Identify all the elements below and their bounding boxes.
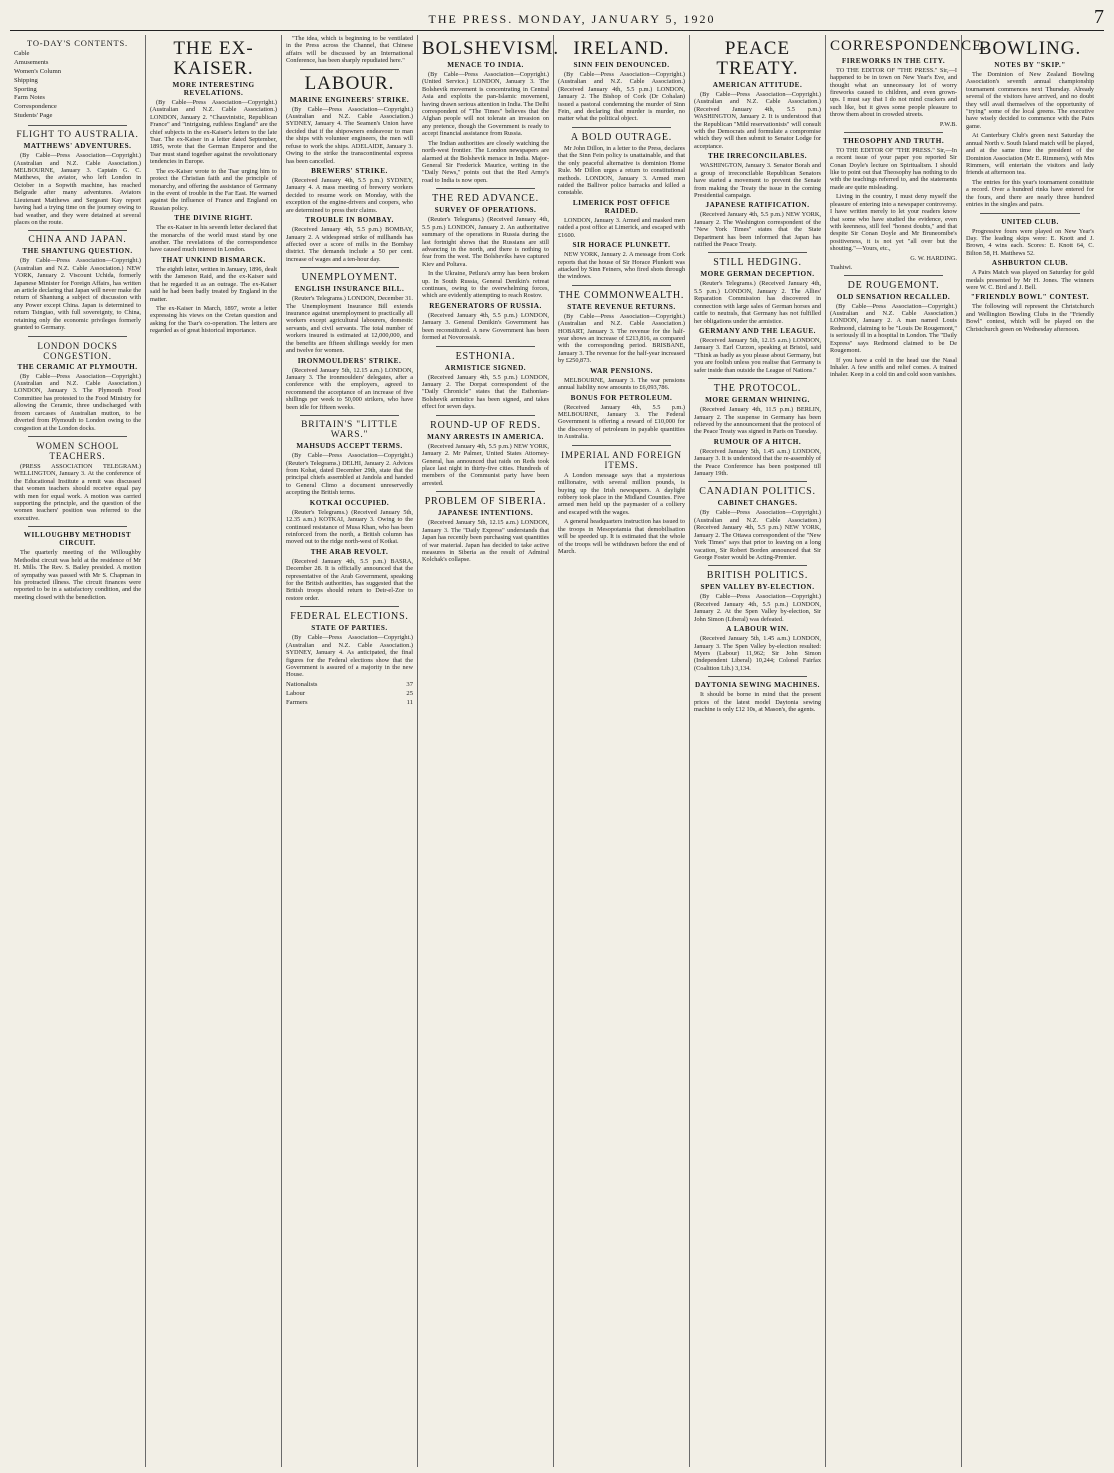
canadian-article: (By Cable—Press Association—Copyright.) (Australian and N.Z. Cable Association.) (Received January 4th, 5.5 p.m.) NEW YORK, January 2. The Ottawa correspondent of the "New York Times" says that prior to leaving on a long vacation, Sir Robert Borden announced that Sir George Foster would be Acting-Premier.: [694, 509, 821, 562]
skip-subheading: NOTES BY "SKIP.": [994, 60, 1066, 69]
rumour-subheading: RUMOUR OF A HITCH.: [713, 437, 802, 446]
arab-article: (Received January 4th, 5.5 p.m.) BASRA, December 28. It is officially announced that the representative of the Arab Government, speaking for the British authorities, has suggested that the British troops should return to Deir-el-Zor to restore order.: [286, 557, 413, 602]
unemployment-article: (Reuter's Telegrams.) LONDON, December 31. The Unemployment Insurance Bill extends insurance against unemployment to practically all workers except agricultural labourers, domestic servants, and civil servants. The total number of workers insured is estimated at 12,000,000, and the benefits are fifteen shillings weekly for men and twelve for women.: [286, 295, 413, 355]
ashburton-subheading: ASHBURTON CLUB.: [991, 259, 1069, 268]
marine-article: (By Cable—Press Association—Copyright.) (Australian and N.Z. Cable Association.) SYDNEY, January 4. The Seamen's Union have decided that if the shipowners endeavour to man the ships with volunteer engineers, the men will refuse to work the ships. ADELAIDE, January 3. Owing to the strike the transcontinental express has been cancelled.: [286, 105, 413, 165]
party-row: Nationalists 37: [286, 680, 413, 688]
federal-heading: FEDERAL ELECTIONS.: [290, 611, 409, 623]
column-1: [10, 35, 146, 1467]
masthead-title: THE PRESS. MONDAY, JANUARY 5, 1920: [428, 12, 716, 26]
canadian-heading: CANADIAN POLITICS.: [699, 486, 816, 498]
divider: [708, 676, 807, 677]
rougemont-heading: DE ROUGEMONT.: [847, 279, 940, 291]
sensation-subheading: OLD SENSATION RECALLED.: [836, 292, 951, 301]
kotkai-subheading: KOTKAI OCCUPIED.: [309, 498, 390, 507]
exkaiser-heading: THE EX-KAISER.: [173, 38, 254, 79]
columns: [10, 35, 1104, 1467]
divider: [572, 127, 671, 128]
labour-win-subheading: A LABOUR WIN.: [726, 625, 789, 634]
irreconcilables-subheading: THE IRRECONCILABLES.: [707, 152, 808, 161]
ashburton-article: A Pairs Match was played on Saturday for gold medals presented by Mr H. Jones. The winners were W. C. Bird and J. Bell.: [966, 269, 1094, 292]
plunkett-article: NEW YORK, January 2. A message from Cork reports that the house of Sir Horace Plunkett was attacked by Sinn Feiners, who fired shots through the windows.: [558, 251, 685, 281]
china-continued: "The idea, which is beginning to be ventilated in the Press across the Channel, that Chinese affairs will be discussed by an International Conference, has been sharply repudiated here.": [286, 35, 413, 65]
federal-article: (By Cable—Press Association—Copyright.) (Australian and N.Z. Cable Association.) SYDNEY, January 4. As anticipated, the final figures for the Federal elections show that the Government is assured of a majority in the new House.: [286, 634, 413, 679]
american-subheading: AMERICAN ATTITUDE.: [712, 80, 803, 89]
spen-subheading: SPEN VALLEY BY-ELECTION.: [700, 583, 815, 592]
column-2: [146, 35, 282, 1467]
esthonia-heading: ESTHONIA.: [455, 350, 516, 362]
india-subheading: MENACE TO INDIA.: [447, 60, 524, 69]
divider: [708, 565, 807, 566]
marine-subheading: MARINE ENGINEERS' STRIKE.: [289, 95, 410, 104]
masthead: [10, 6, 1104, 31]
exkaiser-subheading: MORE INTERESTING REVELATIONS.: [172, 80, 255, 97]
ratification-article: (Received January 4th, 5.5 p.m.) NEW YORK, January 2. The Washington correspondent of the "New York Times" states that the State Department has been informed that Japan has ratified the Peace Treaty.: [694, 211, 821, 249]
bolshevism-heading: BOLSHEVISM.: [422, 38, 560, 59]
ironmoulders-subheading: IRONMOULDERS' STRIKE.: [297, 356, 402, 365]
british-politics-heading: BRITISH POLITICS.: [706, 570, 809, 582]
column-3: [282, 35, 418, 1467]
hedging-heading: STILL HEDGING.: [713, 257, 802, 269]
divider: [844, 132, 943, 133]
column-4: [418, 35, 560, 1467]
divider: [708, 252, 807, 253]
little-wars-heading: BRITAIN'S "LITTLE WARS.": [301, 420, 398, 441]
docks-heading: LONDON DOCKS CONGESTION.: [37, 340, 118, 361]
women-article: (PRESS ASSOCIATION TELEGRAM.) WELLINGTON, January 3. At the conference of the Educational Institute a remit was discussed that women teachers should receive equal pay with men for equal work. A motion was carried supporting the principle, and the question of the women teachers' position was referred to the executive.: [14, 462, 141, 522]
divider: [572, 285, 671, 286]
bombay-subheading: TROUBLE IN BOMBAY.: [305, 216, 394, 225]
limerick-article: LONDON, January 3. Armed and masked men raided a post office at Limerick, and escaped with £1600.: [558, 216, 685, 239]
daytonia-ad: It should be borne in mind that the present prices of the latest model Daytonia sewing machine is only £12 10s, at Mason's, the agents.: [694, 691, 821, 714]
hedging-article: (Reuter's Telegrams.) (Received January 4th, 5.5 p.m.) LONDON, January 2. The Allies' Reparation Commission has discovered in connection with large sales of German horses and cattle to neutrals, that Germany has not fulfilled her obligations under the armistice.: [694, 280, 821, 325]
peace-treaty-heading: PEACE TREATY.: [716, 38, 799, 79]
commonwealth-heading: THE COMMONWEALTH.: [558, 289, 685, 301]
column-7: [826, 35, 988, 1467]
united-subheading: UNITED CLUB.: [1001, 217, 1059, 226]
toc-row: Cable: [14, 50, 30, 57]
bismarck-subheading: THAT UNKIND BISMARCK.: [161, 255, 266, 264]
china-article: (By Cable—Press Association—Copyright.) (Australian and N.Z. Cable Association.) NEW YORK, January 2. Viscount Uchida, formerly Japanese Minister for Foreign Affairs, has written an article declaring that Japan will never make the return of Shantung a subject of discussion with any Power except China. Japan is determined to return Tsingtao, with full sovereignty, to China, retaining only the economic privileges formerly granted to Germany.: [14, 257, 141, 332]
mahsuds-article: (By Cable—Press Association—Copyright.) (Reuter's Telegrams.) DELHI, January 2. Advices from Kohat, dated December 29th, state that the principal chiefs assembled at Jandola and handed to General Climo a document unreservedly accepting the British terms.: [286, 452, 413, 497]
friendly-bowl-subheading: "FRIENDLY BOWL" CONTEST.: [970, 293, 1090, 302]
whining-subheading: MORE GERMAN WHINING.: [705, 396, 810, 405]
brewers-subheading: BREWERS' STRIKE.: [311, 167, 388, 175]
divider: [300, 606, 399, 607]
divider: [436, 188, 535, 189]
red-advance-heading: THE RED ADVANCE.: [432, 193, 539, 205]
page-number: 7: [1094, 6, 1104, 28]
flight-article: (By Cable—Press Association—Copyright.) (Australian and N.Z. Cable Association.) MELBOURNE, January 3. Captain G. C. Matthews, the aviator, who left London in October in a Sopwith machine, has reached Belgrade after many adventures. Aviators Lieutenant Matthews and Sergeant Kay report having had a trying time on the journey owing to bad weather, and they were detained at several places on the route.: [14, 152, 141, 226]
methodist-heading: WILLOUGHBY METHODIST CIRCUIT.: [23, 531, 132, 548]
toc-row: Sporting: [14, 85, 37, 93]
treaty-article: (By Cable—Press Association—Copyright.) (Australian and N.Z. Cable Association.) (Received January 4th, 5.5 p.m.) WASHINGTON, January 2. It is understood that the Republican "Mild reservationists" will consult with the Democrats and formulate a compromise which they will then submit to Senator Lodge for acceptance.: [694, 90, 821, 150]
labour-heading: LABOUR.: [304, 72, 395, 94]
japanese-subheading: JAPANESE INTENTIONS.: [437, 509, 534, 518]
china-subheading: THE SHANTUNG QUESTION.: [22, 247, 133, 256]
esthonia-article: (Received January 4th, 5.5 p.m.) LONDON, January 2. The Dorpat correspondent of the "Daily Chronicle" states that the Esthonian-Bolshevik armistice has been signed, and takes effect for seven days.: [422, 373, 549, 411]
toc-row: Shipping: [14, 76, 38, 84]
exkaiser-article-2: The ex-Kaiser wrote to the Tsar urging him to protect the Christian faith and the principle of monarchy, and offering the assistance of Germany in the event of trouble in the Far East. He warned against the influence of France and England on Russian policy.: [150, 167, 277, 212]
commonwealth-article: (By Cable—Press Association—Copyright.) (Australian and N.Z. Cable Association.) HOBART, January 3. The revenue for the half-year shows an increase of £213,816, as compared with the corresponding period. BRISBANE, January 3. The revenue for the half-year increased by £250,873.: [558, 312, 685, 365]
fireworks-subheading: FIREWORKS IN THE CITY.: [841, 56, 946, 65]
exkaiser-article-3: The ex-Kaiser in his seventh letter declared that the monarchs of the world must stand by one another. The revelations of the correspondence have caused much interest in London.: [150, 224, 277, 254]
insurance-subheading: ENGLISH INSURANCE BILL.: [294, 285, 405, 294]
toc-row: Students' Page: [14, 112, 53, 120]
protocol-heading: THE PROTOCOL.: [713, 383, 802, 395]
women-heading: WOMEN SCHOOL TEACHERS.: [36, 440, 119, 461]
divider: [980, 213, 1080, 214]
theosophy-letter: TO THE EDITOR OF "THE PRESS." Sir,—In a recent issue of your paper you reported Sir Conan Doyle's lecture on Spiritualism. I should like to point out that Theosophy has nothing to do with the teachings referred to, and the statements made are quite misleading.: [830, 146, 957, 191]
fireworks-letter: TO THE EDITOR OF "THE PRESS." Sir,—I happened to be in town on New Year's Eve, and thought what an unnecessary lot of worry fireworks caused to children, and even grown-ups. I must say that I do not mind crackers and such like, but it gives some people pleasure to throw them about in crowded streets.: [830, 66, 957, 119]
arrests-subheading: MANY ARRESTS IN AMERICA.: [427, 432, 544, 441]
arab-subheading: THE ARAB REVOLT.: [310, 547, 389, 556]
methodist-article: The quarterly meeting of the Willoughby Methodist circuit was held at the residence of Mr H. Mills. The Rev. S. Bailey presided. A motion of sympathy was passed with Mr S. Chapman in his protracted illness. The circuit finances were reported to be in a satisfactory condition, and the meeting closed with the benediction.: [14, 549, 141, 601]
bowling-article-2: At Canterbury Club's green next Saturday the annual North v. South Island match will be played, and at the same time the president of the Dominion Association (Mr E. Rimmers), with Mrs Rimmers, will entertain the visitors and lady friends at afternoon tea.: [966, 132, 1094, 177]
divider: [28, 336, 127, 337]
toc-row: Farm Notes: [14, 94, 45, 102]
rougemont-article: (By Cable—Press Association—Copyright.) (Australian and N.Z. Cable Association.) LONDON, January 2. A man named Louis Redmond, claiming to be "Louis De Rougemont," is seriously ill in a hospital in London. The "Daily Express" says Redmond claimed to be De Rougemont.: [830, 302, 957, 355]
divider: [708, 481, 807, 482]
reds-heading: ROUND-UP OF REDS.: [430, 419, 541, 431]
divider: [436, 415, 535, 416]
bowling-article-3: The entries for this year's tournament constitute a record. Over a hundred rinks have entered for the fours, and there are nearly three hundred entries in the singles and pairs.: [966, 178, 1094, 209]
parties-subheading: STATE OF PARTIES.: [311, 624, 388, 633]
divider: [572, 445, 671, 446]
cabinet-subheading: CABINET CHANGES.: [717, 499, 798, 508]
divider: [28, 526, 127, 527]
ireland-article: (By Cable—Press Association—Copyright.) (Australian and N.Z. Cable Association.) (Received January 4th, 5.5 p.m.) LONDON, January 2. The Bishop of Cork (Dr Cohalan) issued a pastoral condemning the murder of Sinn Fein, and declaring that murder is murder, no matter what the political object.: [558, 70, 685, 123]
siberia-article: (Received January 5th, 12.15 a.m.) LONDON, January 3. The "Daily Express" understands that Japan has recently been purchasing vast quantities of war material. Japan has decided to take active measures in Siberia as the result of Admiral Kolchak's collapse.: [422, 519, 549, 564]
spen-article: (By Cable—Press Association—Copyright.) (Received January 4th, 5.5 p.m.) LONDON, January 2. At the Spen Valley by-election, Sir John Simon (Liberal) was defeated.: [694, 593, 821, 623]
pensions-subheading: WAR PENSIONS.: [590, 366, 653, 375]
rumour-article: (Received January 5th, 1.45 a.m.) LONDON, January 3. It is understood that the re-assembly of the Peace Conference has been postponed till January 19th.: [694, 447, 821, 478]
ironmoulders-article: (Received January 5th, 12.15 a.m.) LONDON, January 3. The ironmoulders' delegates, after a conference with the employers, agreed to recommend the acceptance of an increase of five shillings per week to 50,000 strikers, who have been idle for fifteen weeks.: [286, 366, 413, 411]
reds-article: (Received January 4th, 5.5 p.m.) NEW YORK, January 2. Mr Palmer, United States Attorney-General, has announced that raids on Reds took place last night in thirty-five cities. Hundreds of members of the Communist party have been arrested.: [422, 442, 549, 487]
revenue-subheading: STATE REVENUE RETURNS.: [567, 302, 676, 311]
petroleum-article: (Received January 4th, 5.5 p.m.) MELBOURNE, January 3. The Federal Government is offering a reward of £10,000 for the discovery of petroleum in payable quantities in Australia.: [558, 403, 685, 441]
exkaiser-article-5: The ex-Kaiser in March, 1897, wrote a letter expressing his views on the Cretan question and asking for the Tsar's co-operation. The letters are regarded as of great historical importance.: [150, 305, 277, 335]
outrage-article: Mr John Dillon, in a letter to the Press, declares that the Sinn Fein policy is unattainable, and that the only peaceful alternative is dominion Home Rule. Mr Dillon urges a return to constitutional methods. LONDON, January 3. Armed men raided the Ballivor police barracks and killed a constable.: [558, 144, 685, 197]
inhaler-ad: If you have a cold in the head use the Nasal Inhaler. A few sniffs and relief comes. A trained inhaler. Keep in a cold tin and cold soon vanishes.: [830, 356, 957, 379]
toc-list: [14, 50, 141, 121]
divider: [300, 267, 399, 268]
ireland-heading: IRELAND.: [573, 38, 670, 59]
red-advance-article: (Reuter's Telegrams.) (Received January 4th, 5.5 p.m.) LONDON, January 2. An authoritative summary of the operations in Russia during the last fortnight shows that the Russians are still advancing in the north, and there is nothing to fear from the west. The Bolsheviks have captured Kiev and Poltava.: [422, 216, 549, 268]
league-subheading: GERMANY AND THE LEAGUE.: [699, 327, 816, 335]
exkaiser-article-1: (By Cable—Press Association—Copyright.) (Australian and N.Z. Cable Association.) LONDON, January 2. "Chauvinistic, Republican France" and "intriguing, ruthless England" are the chief subjects in the ex-Kaiser's letters to the late Tsar. The ex-Kaiser in a letter dated September, 1895, wrote that the German Emperor and the Tsar must stand together against the revolutionary tendencies in Europe.: [150, 98, 277, 166]
labour-win-article: (Received January 5th, 1.45 a.m.) LONDON, January 3. The Spen Valley by-election resulted: Myers (Labour) 11,962; Sir John Simon (Independent Liberal) 10,244; Colonel Fairfax (Coalition Lib.) 3,134.: [694, 635, 821, 672]
divider: [28, 125, 127, 126]
limerick-subheading: LIMERICK POST OFFICE RAIDED.: [572, 198, 671, 215]
china-heading: CHINA AND JAPAN.: [28, 235, 127, 246]
exkaiser-article-4: The eighth letter, written in January, 1896, dealt with the Jameson Raid, and the ex-Kaiser said that he regarded it as an outrage. The ex-Kaiser said he had been badly treated by England in the matter.: [150, 265, 277, 303]
divider: [28, 436, 127, 437]
kotkai-article: (Reuter's Telegrams.) (Received January 5th, 12.35 a.m.) KOTKAI, January 3. Owing to the continued resistance of Musa Khan, who has been reinforced from the north, a British column has moved out to the ridge north-west of Kotkai.: [286, 508, 413, 546]
imperial-heading: IMPERIAL AND FOREIGN ITEMS.: [561, 449, 682, 470]
column-6: [690, 35, 826, 1467]
deception-subheading: MORE GERMAN DECEPTION.: [700, 270, 815, 279]
divider: [436, 491, 535, 492]
pensions-article: MELBOURNE, January 3. The war pensions annual liability now amounts to £6,093,786.: [558, 376, 685, 392]
red-advance-article-2: In the Ukraine, Petlura's army has been broken up. In South Russia, General Denikin's retreat continues, owing to the overwhelming forces, which are evidently attempting to reach Rostov.: [422, 270, 549, 300]
toc-row: Correspondence: [14, 103, 57, 111]
divider: [300, 69, 399, 70]
divider: [708, 378, 807, 379]
japanese-ratification-subheading: JAPANESE RATIFICATION.: [705, 201, 810, 210]
bolshevism-article-2: The Indian authorities are closely watching the north-west frontier. The London newspapers are alarmed at the Bolshevik menace in India. Major-General Sir Frederick Maurice, writing in the "Daily News," points out that the Red Army's road to India is now open.: [422, 139, 549, 184]
correspondence-heading: CORRESPONDENCE.: [830, 38, 988, 54]
sinn-fein-subheading: SINN FEIN DENOUNCED.: [573, 60, 670, 69]
flight-subheading: MATTHEWS' ADVENTURES.: [23, 142, 132, 151]
daytonia-heading: DAYTONIA SEWING MACHINES.: [695, 681, 820, 690]
imperial-article: A London message says that a mysterious millionaire, with several million pounds, is buying up the Irish newspapers. A daylight robbery took place in the Midland Counties. Five armed men held up the paymaster of a colliery and escaped with the wages.: [558, 471, 685, 516]
theosophy-letter-2: Living in the country, I must deny myself the pleasure of entering into a newspaper controversy. I have written merely to let your readers know that some who have studied the evidence, even with keenness, still feel "honest doubts," and that despite Sir Conan Doyle and Mr Bruneomibe's positiveness, it is not yet "all over but the shouting."—Yours, etc.,: [830, 193, 957, 253]
divider: [436, 346, 535, 347]
survey-subheading: SURVEY OF OPERATIONS.: [434, 206, 537, 215]
column-5: [554, 35, 690, 1467]
party-row: Farmers 11: [286, 698, 413, 706]
divider: [300, 415, 399, 416]
docks-subheading: THE CERAMIC AT PLYMOUTH.: [17, 362, 138, 371]
regenerators-subheading: REGENERATORS OF RUSSIA.: [429, 301, 542, 310]
bowling-article-1: The Dominion of New Zealand Bowling Association's seventh annual championship tournament commences next Thursday. Already several of the visitors have arrived, and no doubt they will avail themselves of the opportunity of "trying" some of the local greens. The executive have wisely decided to commence with the Pairs game.: [966, 70, 1094, 130]
imperial-article-2: A general headquarters instruction has issued to the troops in Mesopotamia that demobilisation will be speeded up. It is estimated that the whole of the troops will be withdrawn before the end of March.: [558, 518, 685, 555]
bowling-heading: BOWLING.: [978, 38, 1082, 59]
league-article: (Received January 5th, 12.15 a.m.) LONDON, January 3. Earl Curzon, speaking at Bristol, said "Think as badly as you please about Germany, but you are foolish unless you realise that Germany is safer inside than outside the League of Nations.": [694, 337, 821, 374]
bolshevism-article-1: (By Cable—Press Association—Copyright.) (United Service.) LONDON, January 3. The Bolshevik movement is concentrating in Central Asia and exploits the pan-Islamic movement, having drawn serious attention in India. The Delhi correspondent of "The Times" believes that the Afghan people will not tolerate an invasion on any pretence, though the Government is ready to accept financial assistance from Russia.: [422, 70, 549, 138]
divider: [844, 275, 943, 276]
toc-heading: TO-DAY'S CONTENTS.: [27, 38, 128, 48]
petroleum-subheading: BONUS FOR PETROLEUM.: [570, 393, 673, 402]
bombay-article: (Received January 4th, 5.5 p.m.) BOMBAY, January 2. A widespread strike of millhands has affected over a score of mills in the Bombay district. The demands include a 50 per cent. increase of wages and a ten-hour day.: [286, 226, 413, 263]
party-row: Labour 25: [286, 689, 413, 697]
column-8: [962, 35, 1098, 1467]
flight-heading: FLIGHT TO AUSTRALIA.: [16, 130, 139, 141]
brewers-article: (Received January 4th, 5.5 p.m.) SYDNEY, January 4. A mass meeting of brewery workers decided to resume work on Monday, with the exception of the engine-drivers and coopers, who are determined to press their claims.: [286, 177, 413, 214]
divine-right-subheading: THE DIVINE RIGHT.: [174, 214, 253, 223]
regenerators-article: (Received January 4th, 5.5 p.m.) LONDON, January 3. General Denikin's Government has been reconstituted. A new Government has been formed at Novorossisk.: [422, 311, 549, 342]
toc-row: Women's Column: [14, 67, 61, 75]
armistice-subheading: ARMISTICE SIGNED.: [444, 363, 527, 372]
united-article: Progressive fours were played on New Year's Day. The leading skips were: E. Knott and J. Brown, 4 wins each. Scores: E. Knott 64, C. Bilton 58, H. Matthews 52.: [966, 227, 1094, 257]
plunkett-subheading: SIR HORACE PLUNKETT.: [572, 241, 671, 250]
letter-signature: P.W.B.: [939, 120, 957, 128]
theosophy-subheading: THEOSOPHY AND TRUTH.: [842, 136, 945, 145]
unemployment-heading: UNEMPLOYMENT.: [301, 272, 398, 284]
letter-place: Tuahiwi.: [830, 263, 853, 271]
protocol-article: (Received January 4th, 11.5 p.m.) BERLIN, January 2. The suspense in Germany has been relieved by the announcement that the protocol of the Peace Treaty was signed in Paris on Tuesday.: [694, 406, 821, 436]
mahsuds-subheading: MAHSUDS ACCEPT TERMS.: [296, 442, 403, 451]
irreconcilables-article: WASHINGTON, January 3. Senator Borah and a group of irreconcilable Republican Senators have started a movement to prevent the Senate from making the Treaty the issue in the coming Presidential campaign.: [694, 162, 821, 199]
outrage-heading: A BOLD OUTRAGE.: [570, 131, 673, 143]
letter-signature: G. W. HARDING.: [910, 254, 957, 262]
siberia-heading: PROBLEM OF SIBERIA.: [424, 496, 547, 508]
toc-row: Amusements: [14, 58, 49, 66]
docks-article: (By Cable—Press Association—Copyright.) (Australian and N.Z. Cable Association.) LONDON, January 3. The Plymouth Food Committee has protested to the Food Ministry for allowing the Ceramic, three undischarged with frozen carcases of Australian mutton, to be diverted from Plymouth to London owing to the congestion at the London docks.: [14, 372, 141, 432]
divider: [28, 230, 127, 231]
friendly-bowl-article: The following will represent the Christchurch and Wellington Bowling Clubs in the "Friendly Bowl" contest, which will be played on the Christchurch green on Wednesday afternoon.: [966, 303, 1094, 333]
